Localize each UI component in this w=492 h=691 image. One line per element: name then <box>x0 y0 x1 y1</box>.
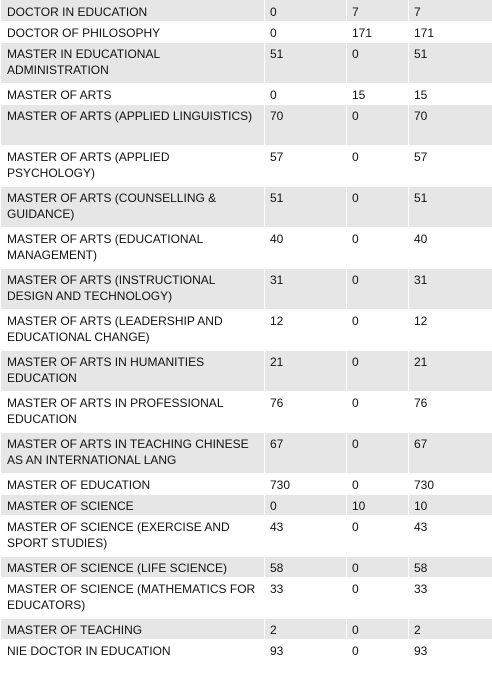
col3-cell: 67 <box>409 433 492 474</box>
col3-cell: 51 <box>409 43 492 84</box>
col3-cell: 57 <box>409 146 492 187</box>
programme-cell: MASTER OF SCIENCE (LIFE SCIENCE) <box>1 557 265 578</box>
col1-cell: 0 <box>265 84 347 105</box>
col2-cell: 0 <box>347 105 409 146</box>
table-row <box>1 516 492 557</box>
table-row <box>1 474 492 495</box>
col2-cell: 15 <box>347 84 409 105</box>
table-body <box>1 0 492 661</box>
programme-cell: MASTER OF EDUCATION <box>1 474 265 495</box>
col3-cell: 10 <box>409 495 492 516</box>
col2-cell: 0 <box>347 474 409 495</box>
col1-cell: 76 <box>265 392 347 433</box>
col3-cell: 7 <box>409 0 492 22</box>
col1-cell: 58 <box>265 557 347 578</box>
table-row <box>1 43 492 84</box>
col3-cell: 76 <box>409 392 492 433</box>
col3-cell: 2 <box>409 619 492 640</box>
col2-cell: 0 <box>347 516 409 557</box>
col3-cell: 58 <box>409 557 492 578</box>
programme-cell: DOCTOR IN EDUCATION <box>1 0 265 22</box>
col3-cell: 51 <box>409 187 492 228</box>
col3-cell: 40 <box>409 228 492 269</box>
programme-cell: MASTER OF ARTS (APPLIED PSYCHOLOGY) <box>1 146 265 187</box>
col3-cell: 93 <box>409 640 492 661</box>
table-row <box>1 187 492 228</box>
programme-cell: MASTER OF ARTS (COUNSELLING & GUIDANCE) <box>1 187 265 228</box>
programme-cell: MASTER OF ARTS (APPLIED LINGUISTICS) <box>1 105 265 146</box>
col3-cell: 730 <box>409 474 492 495</box>
col2-cell: 0 <box>347 269 409 310</box>
table-row <box>1 146 492 187</box>
col2-cell: 0 <box>347 187 409 228</box>
col3-cell: 43 <box>409 516 492 557</box>
table-row <box>1 310 492 351</box>
col3-cell: 33 <box>409 578 492 619</box>
programme-cell: MASTER OF ARTS IN PROFESSIONAL EDUCATION <box>1 392 265 433</box>
programme-cell: MASTER OF SCIENCE (EXERCISE AND SPORT STUDIES) <box>1 516 265 557</box>
col1-cell: 67 <box>265 433 347 474</box>
col2-cell: 0 <box>347 146 409 187</box>
table-row <box>1 640 492 661</box>
col2-cell: 0 <box>347 310 409 351</box>
col1-cell: 70 <box>265 105 347 146</box>
table-row <box>1 269 492 310</box>
programme-cell: MASTER OF ARTS IN TEACHING CHINESE AS AN INTERNATIONAL LANG <box>1 433 265 474</box>
programme-cell: DOCTOR OF PHILOSOPHY <box>1 22 265 43</box>
col1-cell: 40 <box>265 228 347 269</box>
col2-cell: 171 <box>347 22 409 43</box>
programme-cell: MASTER OF SCIENCE <box>1 495 265 516</box>
table-row <box>1 351 492 392</box>
col2-cell: 0 <box>347 228 409 269</box>
col1-cell: 0 <box>265 495 347 516</box>
col1-cell: 12 <box>265 310 347 351</box>
col2-cell: 0 <box>347 392 409 433</box>
col1-cell: 0 <box>265 0 347 22</box>
col1-cell: 2 <box>265 619 347 640</box>
programme-cell: NIE DOCTOR IN EDUCATION <box>1 640 265 661</box>
col1-cell: 21 <box>265 351 347 392</box>
col2-cell: 0 <box>347 640 409 661</box>
table-row <box>1 84 492 105</box>
col2-cell: 0 <box>347 433 409 474</box>
table-row <box>1 392 492 433</box>
col3-cell: 12 <box>409 310 492 351</box>
programme-cell: MASTER OF ARTS (EDUCATIONAL MANAGEMENT) <box>1 228 265 269</box>
col3-cell: 171 <box>409 22 492 43</box>
table-row <box>1 557 492 578</box>
col1-cell: 51 <box>265 187 347 228</box>
programme-cell: MASTER OF SCIENCE (MATHEMATICS FOR EDUCATORS) <box>1 578 265 619</box>
col1-cell: 43 <box>265 516 347 557</box>
programme-cell: MASTER OF ARTS IN HUMANITIES EDUCATION <box>1 351 265 392</box>
col3-cell: 15 <box>409 84 492 105</box>
programme-cell: MASTER OF ARTS <box>1 84 265 105</box>
col1-cell: 93 <box>265 640 347 661</box>
table-row <box>1 22 492 43</box>
col1-cell: 51 <box>265 43 347 84</box>
col1-cell: 57 <box>265 146 347 187</box>
col1-cell: 31 <box>265 269 347 310</box>
col2-cell: 0 <box>347 43 409 84</box>
col1-cell: 0 <box>265 22 347 43</box>
table-row <box>1 228 492 269</box>
col3-cell: 31 <box>409 269 492 310</box>
col1-cell: 730 <box>265 474 347 495</box>
col2-cell: 7 <box>347 0 409 22</box>
programme-cell: MASTER OF ARTS (LEADERSHIP AND EDUCATIONAL CHANGE) <box>1 310 265 351</box>
programme-cell: MASTER OF ARTS (INSTRUCTIONAL DESIGN AND TECHNOLOGY) <box>1 269 265 310</box>
col1-cell: 33 <box>265 578 347 619</box>
table-row <box>1 433 492 474</box>
col3-cell: 21 <box>409 351 492 392</box>
col2-cell: 0 <box>347 557 409 578</box>
table-row <box>1 105 492 146</box>
table-row <box>1 619 492 640</box>
table-row <box>1 0 492 22</box>
programme-cell: MASTER IN EDUCATIONAL ADMINISTRATION <box>1 43 265 84</box>
col2-cell: 10 <box>347 495 409 516</box>
programme-cell: MASTER OF TEACHING <box>1 619 265 640</box>
table-row <box>1 495 492 516</box>
col2-cell: 0 <box>347 578 409 619</box>
col2-cell: 0 <box>347 619 409 640</box>
table-row <box>1 578 492 619</box>
col3-cell: 70 <box>409 105 492 146</box>
col2-cell: 0 <box>347 351 409 392</box>
